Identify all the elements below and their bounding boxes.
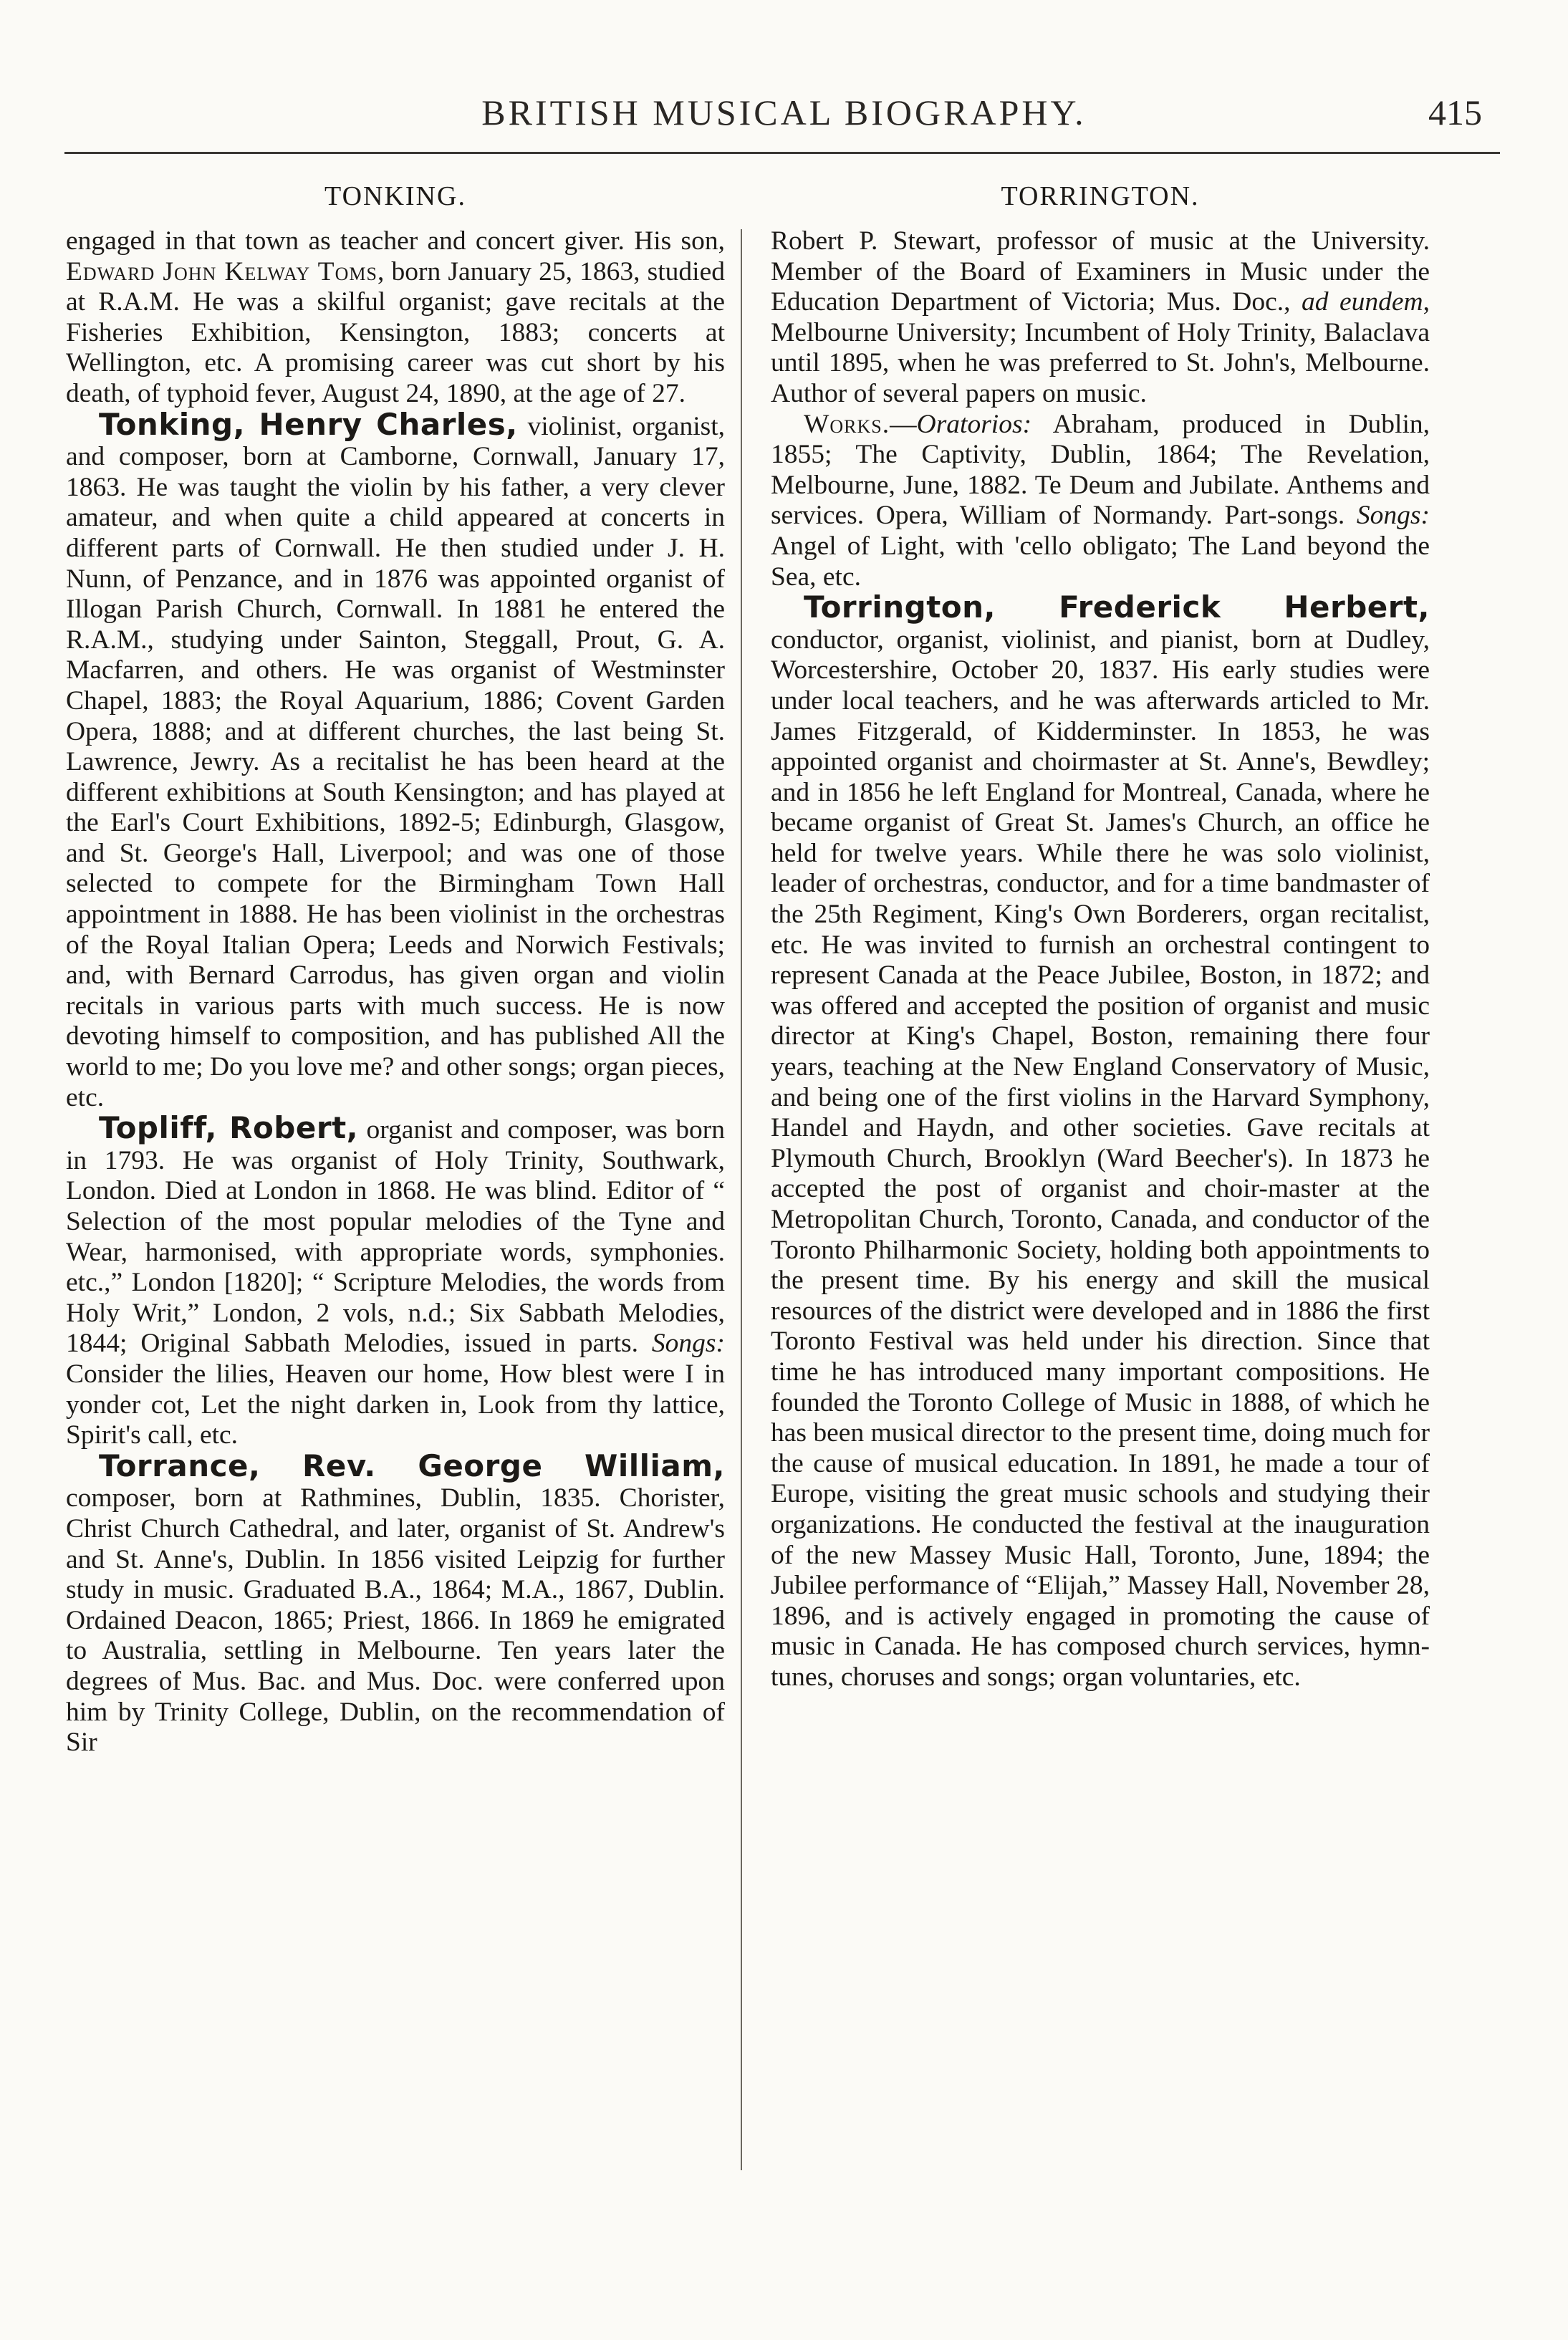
- page-number: 415: [1428, 92, 1482, 133]
- running-title: BRITISH MUSICAL BIOGRAPHY.: [481, 92, 1087, 133]
- works-label: Works.: [804, 409, 890, 439]
- works-dash: —: [890, 409, 917, 439]
- continuation-right-a: Robert P. Stewart, professor of music at the University. Member of the Board of Examiners in Music under the Education Department of Victoria; Mus. Doc.,: [771, 226, 1430, 317]
- entry-name-torrington: Torrington, Frederick Herbert,: [804, 589, 1430, 625]
- entry-name-tonking: Tonking, Henry Charles,: [99, 406, 518, 442]
- running-head: [72, 92, 1496, 149]
- right-column-heading: TORRINGTON.: [1001, 181, 1200, 211]
- entry-text-topliff-b: Consider the lilies, Heaven our home, How blest were I in yonder cot, Let the night darken in, Look from thy lattice, Spirit's call, etc.: [66, 1359, 725, 1450]
- continuation-text-a: engaged in that town as teacher and concert giver. His son,: [66, 226, 725, 256]
- left-column: [66, 178, 725, 1758]
- entry-topliff: [66, 1110, 725, 1451]
- header-rule: [64, 152, 1500, 154]
- works-text-a: Abraham, produced in Dublin, 1855; The Captivity, Dublin, 1864; The Revelation, Melbourne, June, 1882. Te Deum and Jubilate. Anthems and services. Opera, William of Normandy. Part-songs.: [771, 409, 1430, 531]
- entry-text-torrance: composer, born at Rathmines, Dublin, 1835. Chorister, Christ Church Cathedral, and later, organist of St. Andrew's and St. Anne's, Dublin. In 1856 visited Leipzig for further study in music. Graduated B.A., 1864; M.A., 1867, Dublin. Ordained Deacon, 1865; Priest, 1866. In 1869 he emigrated to Australia, settling in Melbourne. Ten years later the degrees of Mus. Bac. and Mus. Doc. were conferred upon him by Trinity College, Dublin, on the recommendation of Sir: [66, 1483, 725, 1758]
- entry-continuation: [66, 226, 725, 410]
- right-column: [771, 178, 1430, 1693]
- left-column-heading: TONKING.: [324, 181, 466, 211]
- column-divider: [741, 229, 742, 2170]
- entry-torrington: [771, 589, 1430, 1693]
- entry-tonking: [66, 406, 726, 1114]
- continuation-text-b: , born January 25, 1863, studied at R.A.M. He was a skilful organist; gave recitals at the Fisheries Exhibition, Kensington, 1883; concerts at Wellington, etc. A promising career was cut short by his death, of typhoid fever, August 24, 1890, at the age of 27.: [66, 256, 725, 408]
- entry-name-topliff: Topliff, Robert,: [99, 1110, 359, 1146]
- entry-torrance: [66, 1448, 725, 1758]
- works-text-b: Angel of Light, with 'cello obligato; The Land beyond the Sea, etc.: [771, 531, 1430, 592]
- ad-eundem: ad eundem: [1302, 287, 1423, 317]
- oratorios-label: Oratorios:: [916, 409, 1032, 439]
- entry-name-torrance: Torrance, Rev. George William,: [99, 1448, 725, 1483]
- entry-text-tonking: violinist, organist, and composer, born at Camborne, Cornwall, January 17, 1863. He was taught the violin by his father, a very clever amateur, and when quite a child appeared at concerts in different parts of Cornwall. He then studied under J. H. Nunn, of Penzance, and in 1876 was appointed organist of Illogan Parish Church, Cornwall. In 1881 he entered the R.A.M., studying under Sainton, Steggall, Prout, G. A. Macfarren, and others. He was organist of Westminster Chapel, 1883; the Royal Aquarium, 1886; Covent Garden Opera, 1888; and at different churches, the last being St. Lawrence, Jewry. As a recitalist he has been heard at the different exhibitions at South Kensington; and has played at the Earl's Court Exhibitions, 1892-5; Edinburgh, Glasgow, and St. George's Hall, Liverpool; and was one of those selected to compete for the Birmingham Town Hall appointment in 1888. He has been violinist in the orchestras of the Royal Italian Opera; Leeds and Norwich Festivals; and, with Bernard Carrodus, has given organ and violin recitals in various parts with much success. He is now devoting himself to composition, and has published All the world to me; Do you love me? and other songs; organ pieces, etc.: [66, 411, 726, 1112]
- son-name: Edward John Kelway Toms: [66, 256, 377, 287]
- works-list: [771, 410, 1430, 593]
- entry-text-torrington: conductor, organist, violinist, and pianist, born at Dudley, Worcestershire, October 20, 1837. His early studies were under local teachers, and he was afterwards articled to Mr. James Fitzgerald, of Kidderminster. In 1853, he was appointed organist and choirmaster at St. Anne's, Bewdley; and in 1856 he left England for Montreal, Canada, where he became organist of Great St. James's Church, an office he held for twelve years. While there he was solo violinist, leader of orchestras, conductor, and for a time bandmaster of the 25th Regiment, King's Own Borderers, organ recitalist, etc. He was invited to furnish an orchestral contingent to represent Canada at the Peace Jubilee, Boston, in 1872; and was offered and accepted the position of organist and music director at King's Chapel, Boston, remaining there four years, teaching at the New England Conservatory of Music, and being one of the first violins in the Harvard Symphony, Handel and Haydn, and other societies. Gave recitals at Plymouth Church, Brooklyn (Ward Beecher's). In 1873 he accepted the post of organist and choir-master at the Metropolitan Church, Toronto, Canada, and conductor of the Toronto Philharmonic Society, holding both appointments to the present time. By his energy and skill the musical resources of the district were developed and in 1886 the first Toronto Festival was held under his direction. Since that time he has introduced many important compositions. He founded the Toronto College of Music in 1888, of which he has been musical director to the present time, doing much for the cause of musical education. In 1891, he made a tour of Europe, visiting the great music schools and studying their organizations. He conducted the festival at the inauguration of the new Massey Music Hall, Toronto, June, 1894; the Jubilee performance of “Elijah,” Massey Hall, November 28, 1896, and is actively engaged in promoting the cause of music in Canada. He has composed church services, hymn-tunes, choruses and songs; organ voluntaries, etc.: [771, 625, 1430, 1692]
- continuation-right-b: , Melbourne University; Incumbent of Holy Trinity, Balaclava until 1895, when he was preferred to St. John's, Melbourne. Author of several papers on music.: [771, 287, 1430, 408]
- songs-label: Songs:: [651, 1329, 725, 1359]
- entry-continuation-right: [771, 226, 1430, 410]
- songs-label-right: Songs:: [1356, 501, 1430, 531]
- entry-text-topliff-a: organist and composer, was born in 1793. He was organist of Holy Trinity, Southwark, London. Died at London in 1868. He was blind. Editor of “ Selection of the most popular melodies of the Tyne and Wear, harmonised, with appropriate words, symphonies. etc.,” London [1820]; “ Scripture Melodies, the words from Holy Writ,” London, 2 vols, n.d.; Six Sabbath Melodies, 1844; Original Sabbath Melodies, issued in parts.: [66, 1115, 725, 1359]
